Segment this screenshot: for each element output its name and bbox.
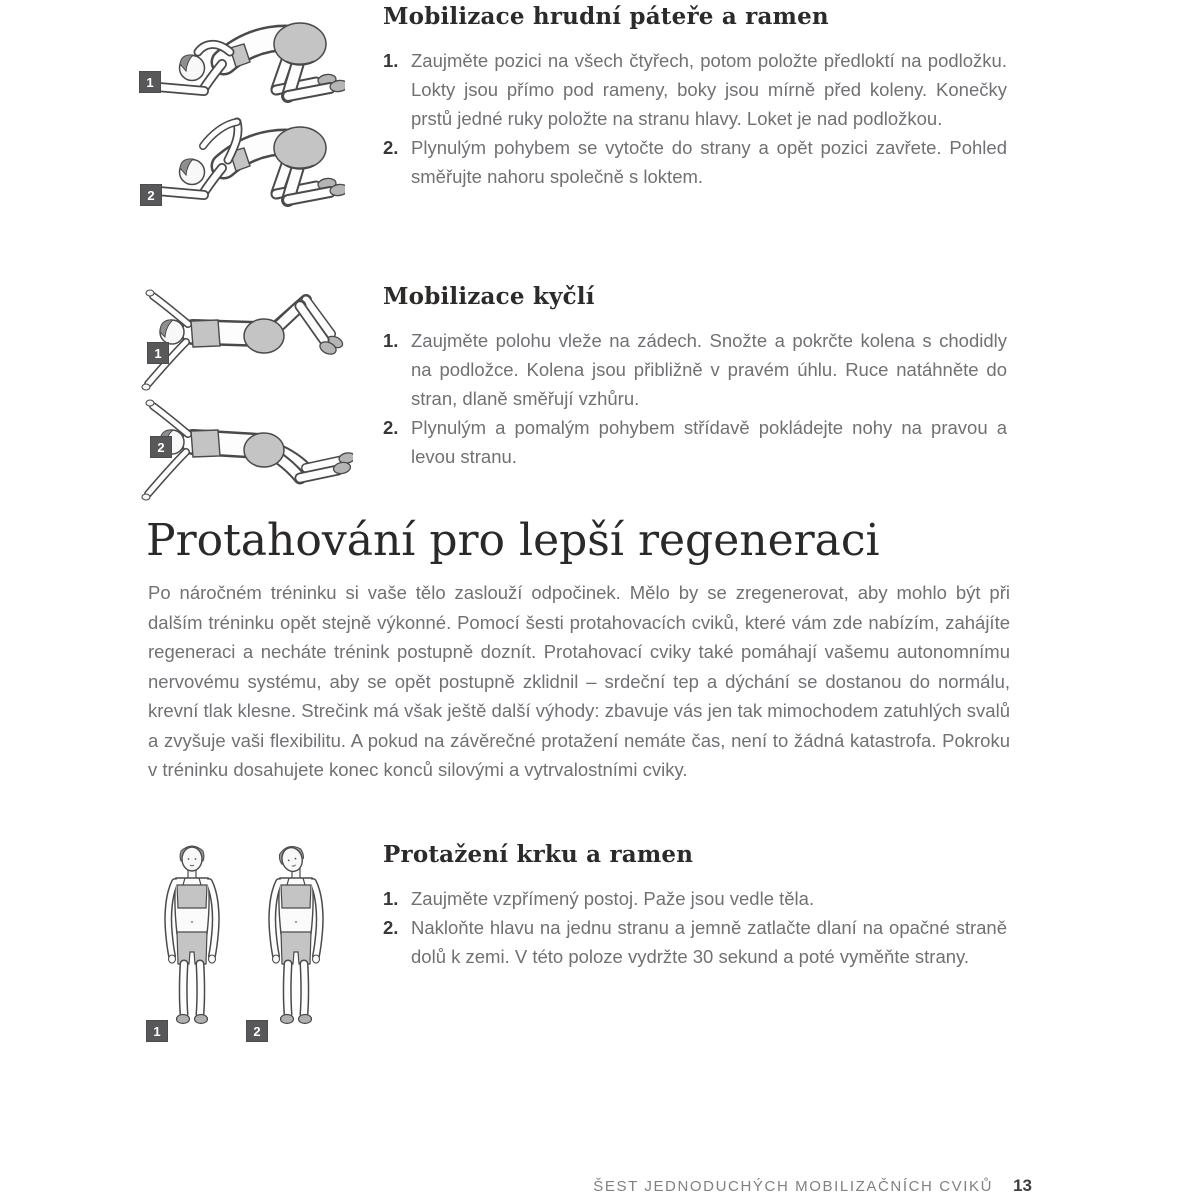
step-number: 2. bbox=[383, 417, 399, 438]
running-footer-title: ŠEST JEDNODUCHÝCH MOBILIZAČNÍCH CVIKŮ bbox=[593, 1178, 994, 1195]
page-footer bbox=[0, 1176, 1032, 1196]
step-text: Zaujměte polohu vleže na zádech. Snožte a pokrčte kolena s chodidly na podložce. Kolena jsou přibližně v pravém úhlu. Ruce natáhněte do stran, dlaně směřují vzhůru. bbox=[411, 330, 1007, 409]
step-text: Plynulým pohybem se vytočte do strany a opět pozici zavřete. Pohled směřujte nahoru společně s loktem. bbox=[411, 137, 1007, 187]
chapter-heading: Protahování pro lepší regeneraci bbox=[146, 515, 880, 566]
step-item bbox=[383, 133, 1007, 191]
step-item bbox=[383, 913, 1007, 971]
section-hips bbox=[383, 282, 1007, 471]
step-number: 1. bbox=[383, 330, 399, 351]
figure-standing-head-tilt bbox=[250, 842, 342, 1026]
figure-standing-upright bbox=[146, 842, 238, 1026]
figure-step-badge: 1 bbox=[139, 71, 161, 93]
chapter-intro-paragraph: Po náročném tréninku si vaše tělo zaslouží odpočinek. Mělo by se zregenerovat, aby mohlo být při dalším tréninku opět stejně výkonné. Pomocí šesti protahovacích cviků, které vám zde nabízím, zahájíte regeneraci a necháte trénink postupně doznít. Protahovací cviky také pomáhají vašemu autonomnímu nervovému systému, aby se opět postupně zklidnil – srdeční tep a dýchání se dostanou do normálu, krevní tlak klesne. Strečink má však ještě další výhody: zbavuje vás jen tak mimochodem zatuhlých svalů a zvyšuje vaši flexibilitu. A pokud na závěrečné protažení nemáte čas, není to žádná katastrofa. Pokroku v tréninku dosahujete konec konců silovými a vytrvalostními cviky. bbox=[148, 582, 1010, 780]
figure-all-fours-position-1 bbox=[140, 4, 345, 104]
section-thoracic-spine bbox=[383, 2, 1007, 191]
section-title: Mobilizace kyčlí bbox=[383, 283, 595, 310]
step-number: 1. bbox=[383, 50, 399, 71]
step-number: 1. bbox=[383, 888, 399, 909]
step-number: 2. bbox=[383, 137, 399, 158]
step-item bbox=[383, 326, 1007, 413]
page-number: 13 bbox=[1013, 1176, 1032, 1195]
section-title: Mobilizace hrudní páteře a ramen bbox=[383, 3, 829, 30]
section-neck-shoulders bbox=[383, 840, 1007, 971]
figure-step-badge: 2 bbox=[140, 184, 162, 206]
section-title: Protažení krku a ramen bbox=[383, 841, 694, 868]
figure-step-badge: 2 bbox=[246, 1020, 268, 1042]
figure-all-fours-position-2 bbox=[140, 108, 345, 208]
figure-lying-knees-up bbox=[138, 284, 353, 392]
step-text: Zaujměte pozici na všech čtyřech, potom položte předloktí na podložku. Lokty jsou přímo pod rameny, boky jsou mírně před koleny. Konečky prstů jedné ruky položte na stranu hlavy. Loket je nad podložkou. bbox=[411, 50, 1007, 129]
step-item bbox=[383, 884, 1007, 913]
figure-step-badge: 2 bbox=[150, 436, 172, 458]
step-item bbox=[383, 413, 1007, 471]
figure-step-badge: 1 bbox=[147, 342, 169, 364]
step-text: Plynulým a pomalým pohybem střídavě pokládejte nohy na pravou a levou stranu. bbox=[411, 417, 1007, 467]
figure-step-badge: 1 bbox=[146, 1020, 168, 1042]
step-text: Zaujměte vzpřímený postoj. Paže jsou vedle těla. bbox=[411, 888, 815, 909]
step-text: Nakloňte hlavu na jednu stranu a jemně zatlačte dlaní na opačné straně dolů k zemi. V této poloze vydržte 30 sekund a poté vyměňte strany. bbox=[411, 917, 1007, 967]
step-item bbox=[383, 46, 1007, 133]
step-number: 2. bbox=[383, 917, 399, 938]
